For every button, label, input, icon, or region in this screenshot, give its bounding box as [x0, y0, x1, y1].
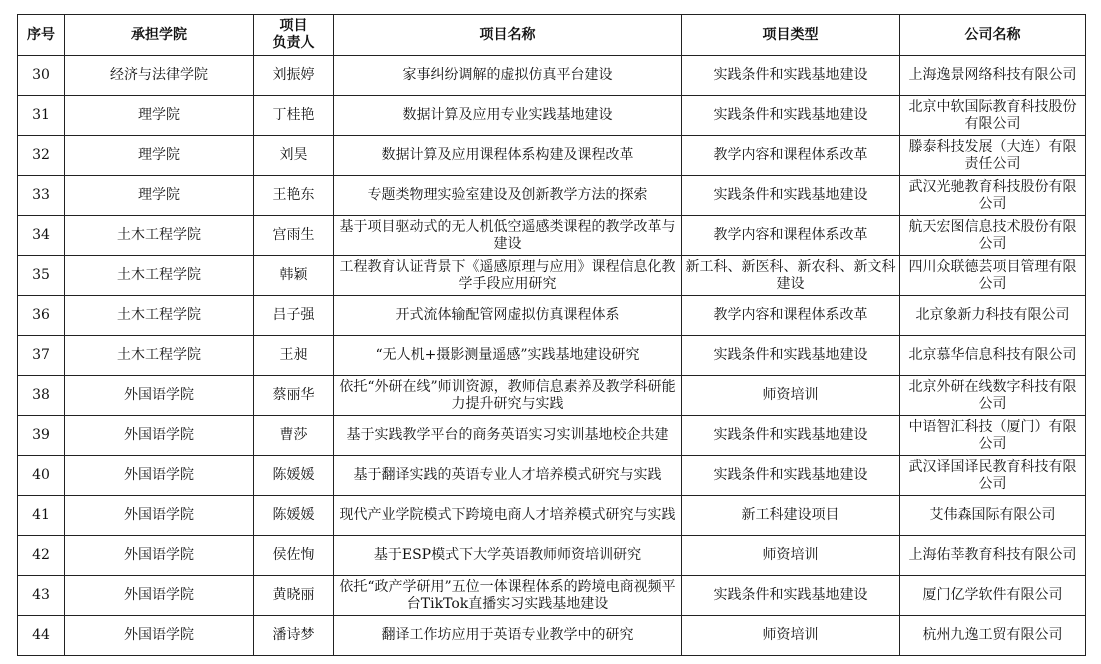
- header-no: 序号: [18, 15, 65, 56]
- cell-leader: 曹莎: [254, 416, 334, 456]
- cell-no: 35: [18, 256, 65, 296]
- cell-no: 39: [18, 416, 65, 456]
- cell-leader: 陈媛媛: [254, 496, 334, 536]
- table-row: [18, 216, 1086, 256]
- cell-project-type: 实践条件和实践基地建设: [682, 96, 900, 136]
- cell-leader: 丁桂艳: [254, 96, 334, 136]
- cell-leader: 刘振婷: [254, 56, 334, 96]
- cell-leader: 王昶: [254, 336, 334, 376]
- cell-company: 北京象新力科技有限公司: [900, 296, 1086, 336]
- table-row: [18, 536, 1086, 576]
- cell-company: 厦门亿学软件有限公司: [900, 576, 1086, 616]
- cell-college: 土木工程学院: [65, 216, 254, 256]
- cell-project-type: 新工科、新医科、新农科、新文科建设: [682, 256, 900, 296]
- cell-project-name: 专题类物理实验室建设及创新教学方法的探索: [334, 176, 682, 216]
- cell-project-type: 实践条件和实践基地建设: [682, 416, 900, 456]
- cell-leader: 蔡丽华: [254, 376, 334, 416]
- cell-project-name: 基于ESP模式下大学英语教师师资培训研究: [334, 536, 682, 576]
- cell-no: 43: [18, 576, 65, 616]
- cell-no: 40: [18, 456, 65, 496]
- cell-no: 34: [18, 216, 65, 256]
- cell-company: 武汉光驰教育科技股份有限公司: [900, 176, 1086, 216]
- table-row: [18, 176, 1086, 216]
- header-row: [18, 15, 1086, 56]
- cell-project-name: “无人机+摄影测量遥感”实践基地建设研究: [334, 336, 682, 376]
- cell-no: 44: [18, 616, 65, 656]
- cell-college: 理学院: [65, 136, 254, 176]
- cell-company: 航天宏图信息技术股份有限公司: [900, 216, 1086, 256]
- cell-college: 理学院: [65, 96, 254, 136]
- cell-project-name: 基于项目驱动式的无人机低空遥感类课程的教学改革与建设: [334, 216, 682, 256]
- cell-company: 上海佑莘教育科技有限公司: [900, 536, 1086, 576]
- table-row: [18, 336, 1086, 376]
- table-row: [18, 576, 1086, 616]
- header-project-name: 项目名称: [334, 15, 682, 56]
- cell-project-type: 师资培训: [682, 376, 900, 416]
- cell-project-type: 教学内容和课程体系改革: [682, 296, 900, 336]
- cell-leader: 侯佐恂: [254, 536, 334, 576]
- cell-college: 理学院: [65, 176, 254, 216]
- cell-college: 外国语学院: [65, 376, 254, 416]
- cell-project-type: 教学内容和课程体系改革: [682, 216, 900, 256]
- cell-college: 外国语学院: [65, 456, 254, 496]
- table-row: [18, 256, 1086, 296]
- cell-project-type: 实践条件和实践基地建设: [682, 176, 900, 216]
- cell-college: 土木工程学院: [65, 296, 254, 336]
- cell-leader: 陈媛媛: [254, 456, 334, 496]
- table-body: [18, 56, 1086, 656]
- cell-no: 36: [18, 296, 65, 336]
- cell-college: 土木工程学院: [65, 336, 254, 376]
- cell-project-name: 基于实践教学平台的商务英语实习实训基地校企共建: [334, 416, 682, 456]
- cell-project-type: 教学内容和课程体系改革: [682, 136, 900, 176]
- project-table: [17, 14, 1086, 656]
- cell-project-name: 数据计算及应用专业实践基地建设: [334, 96, 682, 136]
- cell-college: 外国语学院: [65, 536, 254, 576]
- cell-project-name: 基于翻译实践的英语专业人才培养模式研究与实践: [334, 456, 682, 496]
- header-leader: 项目 负责人: [254, 15, 334, 56]
- cell-project-type: 新工科建设项目: [682, 496, 900, 536]
- cell-college: 外国语学院: [65, 576, 254, 616]
- table-row: [18, 376, 1086, 416]
- cell-no: 42: [18, 536, 65, 576]
- cell-company: 四川众联德芸项目管理有限公司: [900, 256, 1086, 296]
- header-college: 承担学院: [65, 15, 254, 56]
- table-row: [18, 416, 1086, 456]
- cell-college: 外国语学院: [65, 496, 254, 536]
- table-row: [18, 56, 1086, 96]
- table-row: [18, 456, 1086, 496]
- cell-project-name: 工程教育认证背景下《遥感原理与应用》课程信息化教学手段应用研究: [334, 256, 682, 296]
- table-header: [18, 15, 1086, 56]
- cell-college: 外国语学院: [65, 416, 254, 456]
- cell-project-name: 翻译工作坊应用于英语专业教学中的研究: [334, 616, 682, 656]
- cell-company: 北京外研在线数字科技有限公司: [900, 376, 1086, 416]
- cell-college: 外国语学院: [65, 616, 254, 656]
- table-row: [18, 616, 1086, 656]
- cell-project-name: 依托“外研在线”师训资源，教师信息素养及教学科研能力提升研究与实践: [334, 376, 682, 416]
- cell-no: 30: [18, 56, 65, 96]
- cell-leader: 韩颖: [254, 256, 334, 296]
- cell-no: 37: [18, 336, 65, 376]
- table-row: [18, 296, 1086, 336]
- cell-college: 经济与法律学院: [65, 56, 254, 96]
- cell-project-type: 师资培训: [682, 616, 900, 656]
- cell-no: 31: [18, 96, 65, 136]
- cell-company: 武汉译国译民教育科技有限公司: [900, 456, 1086, 496]
- table-row: [18, 136, 1086, 176]
- cell-college: 土木工程学院: [65, 256, 254, 296]
- cell-leader: 宫雨生: [254, 216, 334, 256]
- cell-leader: 王艳东: [254, 176, 334, 216]
- cell-no: 33: [18, 176, 65, 216]
- cell-leader: 刘昊: [254, 136, 334, 176]
- cell-company: 中语智汇科技（厦门）有限公司: [900, 416, 1086, 456]
- cell-no: 32: [18, 136, 65, 176]
- cell-project-type: 师资培训: [682, 536, 900, 576]
- cell-project-name: 家事纠纷调解的虚拟仿真平台建设: [334, 56, 682, 96]
- cell-no: 41: [18, 496, 65, 536]
- cell-company: 上海逸景网络科技有限公司: [900, 56, 1086, 96]
- cell-project-name: 数据计算及应用课程体系构建及课程改革: [334, 136, 682, 176]
- cell-project-name: 现代产业学院模式下跨境电商人才培养模式研究与实践: [334, 496, 682, 536]
- cell-company: 杭州九逸工贸有限公司: [900, 616, 1086, 656]
- table-row: [18, 496, 1086, 536]
- cell-leader: 潘诗梦: [254, 616, 334, 656]
- cell-project-type: 实践条件和实践基地建设: [682, 576, 900, 616]
- cell-project-type: 实践条件和实践基地建设: [682, 336, 900, 376]
- table-row: [18, 96, 1086, 136]
- cell-leader: 黄晓丽: [254, 576, 334, 616]
- cell-company: 北京慕华信息科技有限公司: [900, 336, 1086, 376]
- cell-company: 北京中软国际教育科技股份有限公司: [900, 96, 1086, 136]
- cell-company: 滕泰科技发展（大连）有限责任公司: [900, 136, 1086, 176]
- cell-leader: 吕子强: [254, 296, 334, 336]
- cell-project-name: 依托“政产学研用”五位一体课程体系的跨境电商视频平台TikTok直播实习实践基地建设: [334, 576, 682, 616]
- cell-project-name: 开式流体输配管网虚拟仿真课程体系: [334, 296, 682, 336]
- header-company: 公司名称: [900, 15, 1086, 56]
- cell-no: 38: [18, 376, 65, 416]
- cell-company: 艾伟森国际有限公司: [900, 496, 1086, 536]
- header-project-type: 项目类型: [682, 15, 900, 56]
- cell-project-type: 实践条件和实践基地建设: [682, 56, 900, 96]
- cell-project-type: 实践条件和实践基地建设: [682, 456, 900, 496]
